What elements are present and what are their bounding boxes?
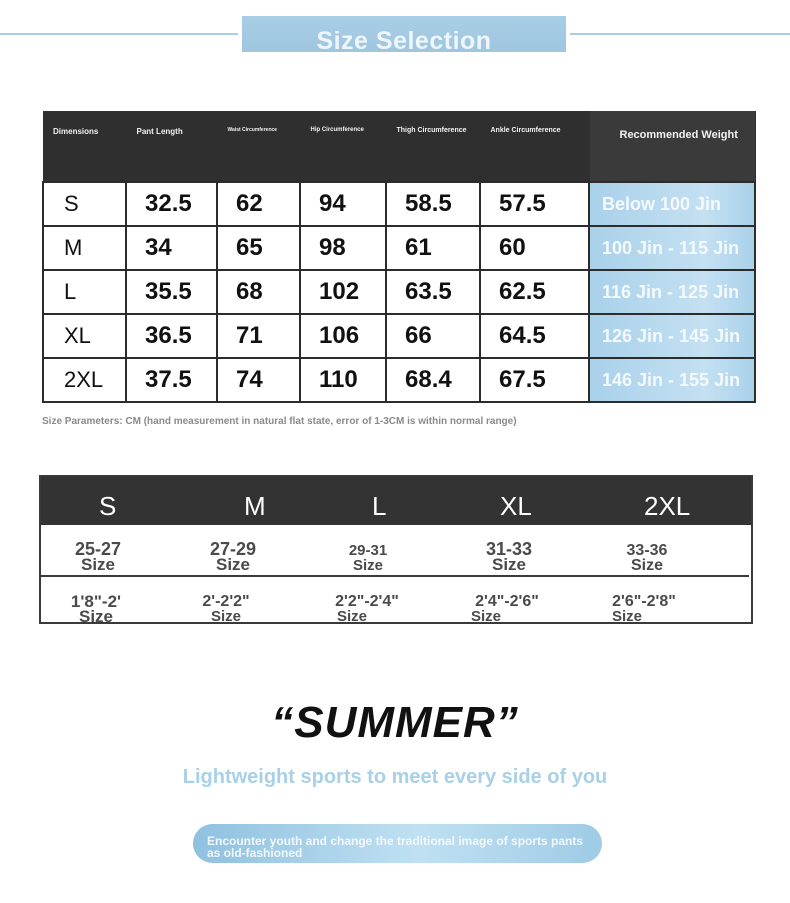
tagline: Lightweight sports to meet every side of you [182, 766, 608, 788]
waist-size-header [41, 477, 751, 525]
size-chart-header-row [43, 111, 755, 182]
table-row [43, 314, 755, 358]
cell-ankle: 67.5 [480, 358, 589, 402]
cell-weight: Below 100 Jin [589, 182, 755, 226]
col-ankle: Ankle Circumference [480, 111, 589, 182]
waist-header-size: 2XL [644, 491, 691, 521]
waist-feet-range: 2'4"-2'6" [475, 593, 539, 610]
size-parameters-note: Size Parameters: CM (hand measurement in natural flat state, error of 1-3CM is within normal range) [42, 416, 517, 427]
cell-ankle: 57.5 [480, 182, 589, 226]
waist-size-word: Size [210, 608, 241, 625]
waist-cell [331, 543, 405, 573]
cell-pant-length: 35.5 [126, 270, 217, 314]
cell-size: L [43, 270, 126, 314]
cell-hip: 98 [300, 226, 386, 270]
cell-ankle: 64.5 [480, 314, 589, 358]
promo-pill-text: Encounter youth and change the traditional image of sports pants as old-fashioned [207, 834, 584, 860]
cell-hip: 106 [300, 314, 386, 358]
waist-cell [607, 543, 687, 573]
table-row [43, 358, 755, 402]
table-row [43, 270, 755, 314]
col-dimensions: Dimensions [43, 111, 126, 182]
waist-size-word: Size [471, 608, 502, 625]
waist-size-word: Size [352, 557, 383, 574]
waist-feet-range: 2'6"-2'8" [612, 593, 676, 610]
waist-size-word: Size [630, 557, 663, 574]
waist-size-range: 25-27 [74, 539, 122, 559]
cell-pant-length: 37.5 [126, 358, 217, 402]
waist-size-word: Size [80, 555, 116, 574]
col-waist: Waist Circumference [217, 111, 300, 182]
waist-size-range: 31-33 [485, 539, 533, 559]
cell-pant-length: 32.5 [126, 182, 217, 226]
waist-feet-range: 2'2"-2'4" [335, 593, 399, 610]
cell-waist: 65 [217, 226, 300, 270]
cell-weight: 146 Jin - 155 Jin [589, 358, 755, 402]
waist-size-word: Size [612, 608, 643, 625]
cell-thigh: 68.4 [386, 358, 480, 402]
waist-size-range: 29-31 [348, 542, 388, 559]
page-title: Size Selection [242, 16, 566, 52]
cell-waist: 74 [217, 358, 300, 402]
cell-pant-length: 34 [126, 226, 217, 270]
col-recommended-weight: Recommended Weight [589, 111, 755, 182]
cell-hip: 102 [300, 270, 386, 314]
waist-size-word: Size [215, 555, 251, 574]
waist-size-word: Size [337, 608, 368, 625]
cell-hip: 94 [300, 182, 386, 226]
waist-cell [317, 594, 417, 624]
waist-feet-range: 2'-2'2" [202, 593, 250, 610]
cell-ankle: 62.5 [480, 270, 589, 314]
cell-waist: 68 [217, 270, 300, 314]
col-pant-length: Pant Length [126, 111, 217, 182]
waist-cell [594, 594, 694, 624]
header-rule-right [570, 33, 790, 35]
cell-size: M [43, 226, 126, 270]
cell-thigh: 58.5 [386, 182, 480, 226]
cell-waist: 71 [217, 314, 300, 358]
waist-cell [457, 594, 557, 624]
cell-size: XL [43, 314, 126, 358]
waist-cell [63, 539, 133, 574]
waist-size-word: Size [491, 555, 527, 574]
waist-cell [197, 539, 269, 574]
table-row [43, 182, 755, 226]
cell-thigh: 63.5 [386, 270, 480, 314]
waist-cell [472, 539, 546, 574]
waist-size-range: 33-36 [626, 542, 668, 559]
waist-cell [189, 594, 263, 624]
table-row [43, 226, 755, 270]
cell-size: S [43, 182, 126, 226]
col-thigh: Thigh Circumference [386, 111, 480, 182]
cell-thigh: 61 [386, 226, 480, 270]
col-hip: Hip Circumference [300, 111, 386, 182]
cell-weight: 116 Jin - 125 Jin [589, 270, 755, 314]
cell-waist: 62 [217, 182, 300, 226]
waist-feet-range: 1'8"-2' [70, 592, 122, 611]
waist-size-word: Size [78, 607, 114, 626]
size-chart-table [42, 111, 756, 403]
waist-size-table [39, 475, 753, 624]
waist-header-size: M [244, 491, 266, 521]
cell-ankle: 60 [480, 226, 589, 270]
waist-header-size: S [99, 491, 117, 521]
cell-weight: 100 Jin - 115 Jin [589, 226, 755, 270]
waist-header-size: XL [500, 491, 532, 521]
waist-header-size: L [372, 491, 387, 521]
cell-size: 2XL [43, 358, 126, 402]
promo-pill [193, 824, 602, 863]
summer-headline: “SUMMER” [271, 698, 519, 747]
cell-pant-length: 36.5 [126, 314, 217, 358]
cell-hip: 110 [300, 358, 386, 402]
cell-thigh: 66 [386, 314, 480, 358]
waist-row-divider [41, 575, 749, 577]
waist-size-range: 27-29 [209, 539, 257, 559]
waist-cell [59, 594, 133, 624]
header-rule-left [0, 33, 238, 35]
cell-weight: 126 Jin - 145 Jin [589, 314, 755, 358]
